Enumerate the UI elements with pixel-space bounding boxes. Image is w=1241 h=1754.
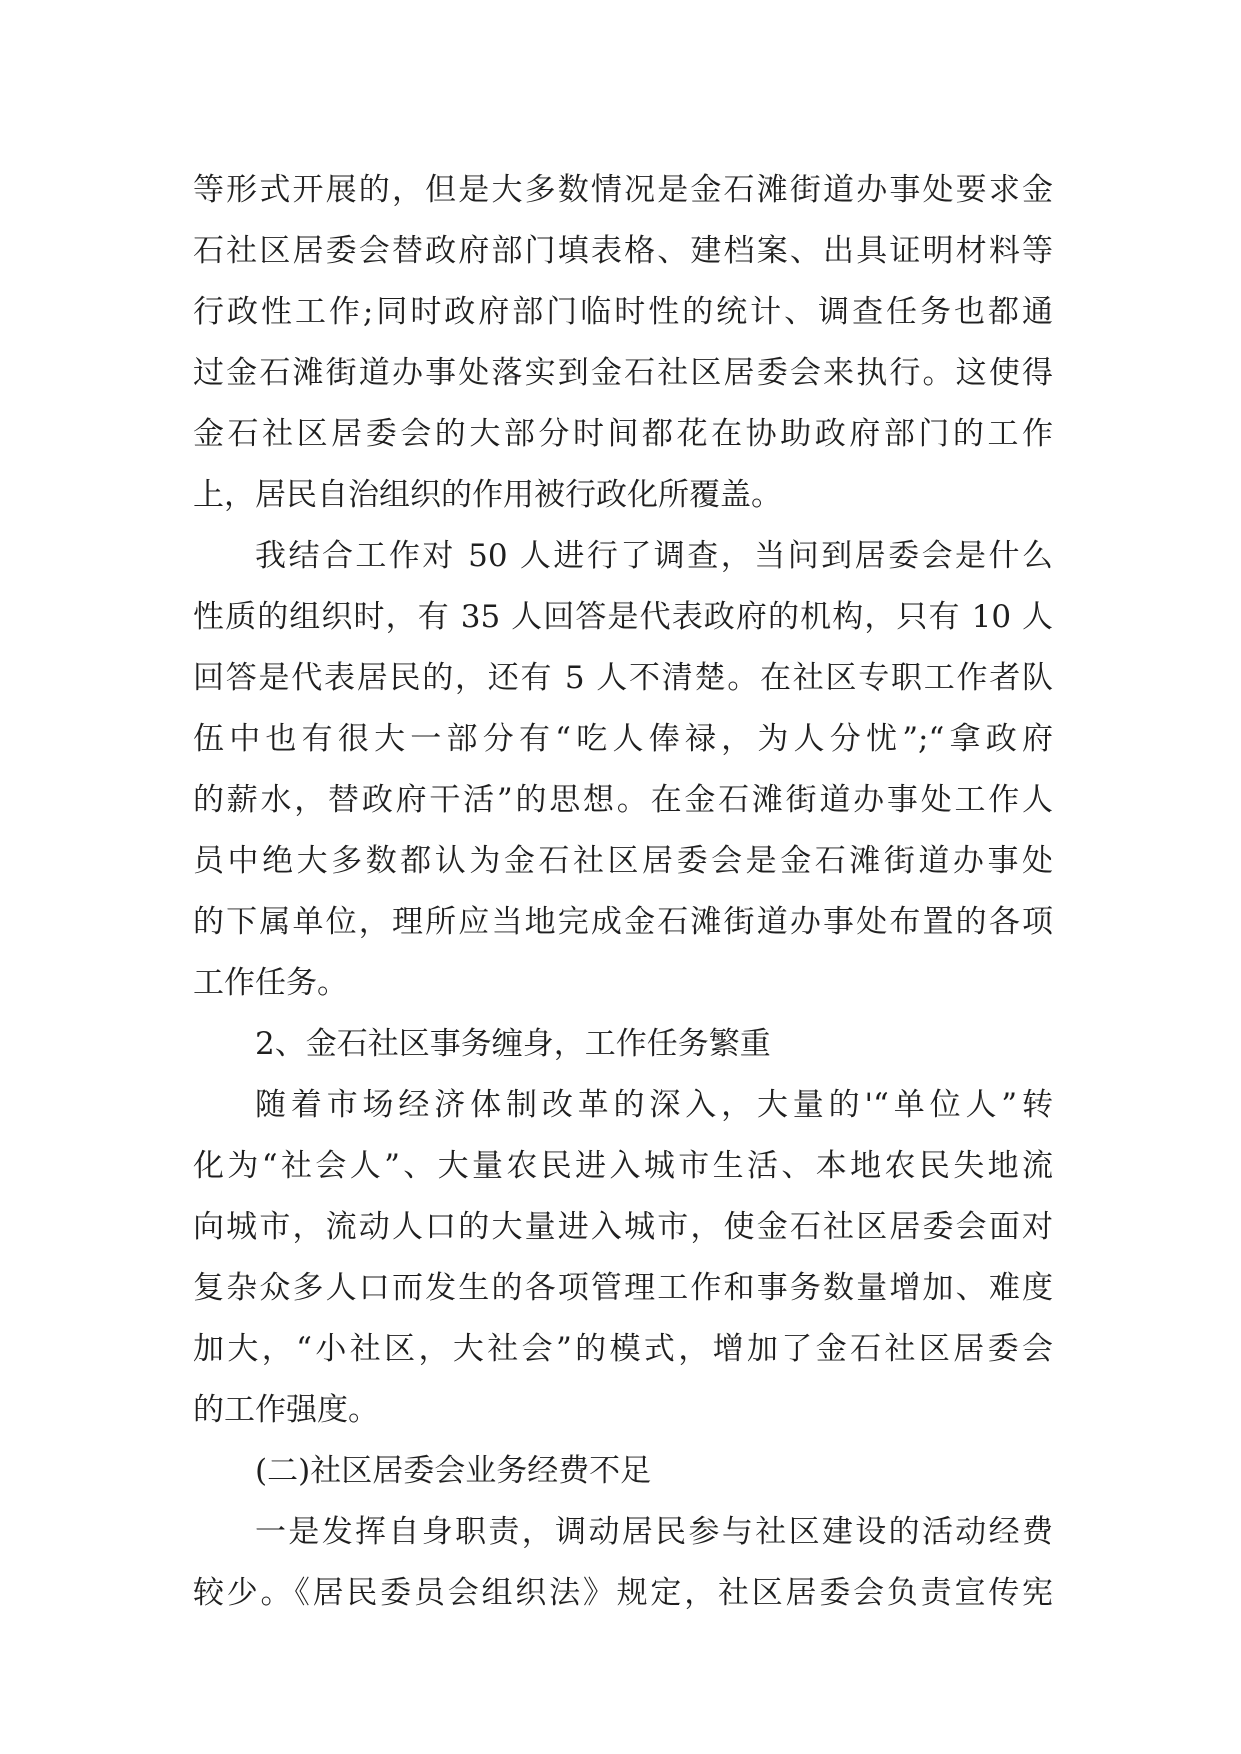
text-line: 行政性工作;同时政府部门临时性的统计、调查任务也都通: [193, 294, 1053, 330]
text-line: 等形式开展的，但是大多数情况是金石滩街道办事处要求金: [193, 172, 1053, 208]
text-line: 的薪水，替政府干活”的思想。在金石滩街道办事处工作人: [193, 782, 1053, 818]
section-heading: (二)社区居委会业务经费不足: [255, 1453, 652, 1489]
text-line: 工作任务。: [193, 965, 348, 1001]
text-line: 伍中也有很大一部分有“吃人俸禄，为人分忧”;“拿政府: [193, 721, 1053, 757]
text-line: 较少。《居民委员会组织法》规定，社区居委会负责宣传宪: [193, 1575, 1053, 1611]
document-body: [193, 160, 1053, 1624]
text-line: 上，居民自治组织的作用被行政化所覆盖。: [193, 477, 782, 513]
text-line: 过金石滩街道办事处落实到金石社区居委会来执行。这使得: [193, 355, 1053, 391]
paragraph-first-line: 我结合工作对 50 人进行了调查，当问到居委会是什么: [255, 538, 1053, 574]
paragraph-first-line: 随着市场经济体制改革的深入，大量的'“单位人”转: [255, 1087, 1053, 1123]
text-line: 复杂众多人口而发生的各项管理工作和事务数量增加、难度: [193, 1270, 1053, 1306]
text-line: 石社区居委会替政府部门填表格、建档案、出具证明材料等: [193, 233, 1053, 269]
text-line: 员中绝大多数都认为金石社区居委会是金石滩街道办事处: [193, 843, 1053, 879]
text-line: 的工作强度。: [193, 1392, 379, 1428]
text-line: 向城市，流动人口的大量进入城市，使金石社区居委会面对: [193, 1209, 1053, 1245]
text-line: 性质的组织时，有 35 人回答是代表政府的机构，只有 10 人: [193, 599, 1053, 635]
text-line: 加大，“小社区，大社会”的模式，增加了金石社区居委会: [193, 1331, 1053, 1367]
text-line: 回答是代表居民的，还有 5 人不清楚。在社区专职工作者队: [193, 660, 1053, 696]
paragraph-first-line: 一是发挥自身职责，调动居民参与社区建设的活动经费: [255, 1514, 1053, 1550]
text-line: 化为“社会人”、大量农民进入城市生活、本地农民失地流: [193, 1148, 1053, 1184]
text-line: 的下属单位，理所应当地完成金石滩街道办事处布置的各项: [193, 904, 1053, 940]
text-line: 金石社区居委会的大部分时间都花在协助政府部门的工作: [193, 416, 1053, 452]
section-heading: 2、金石社区事务缠身，工作任务繁重: [255, 1026, 771, 1062]
